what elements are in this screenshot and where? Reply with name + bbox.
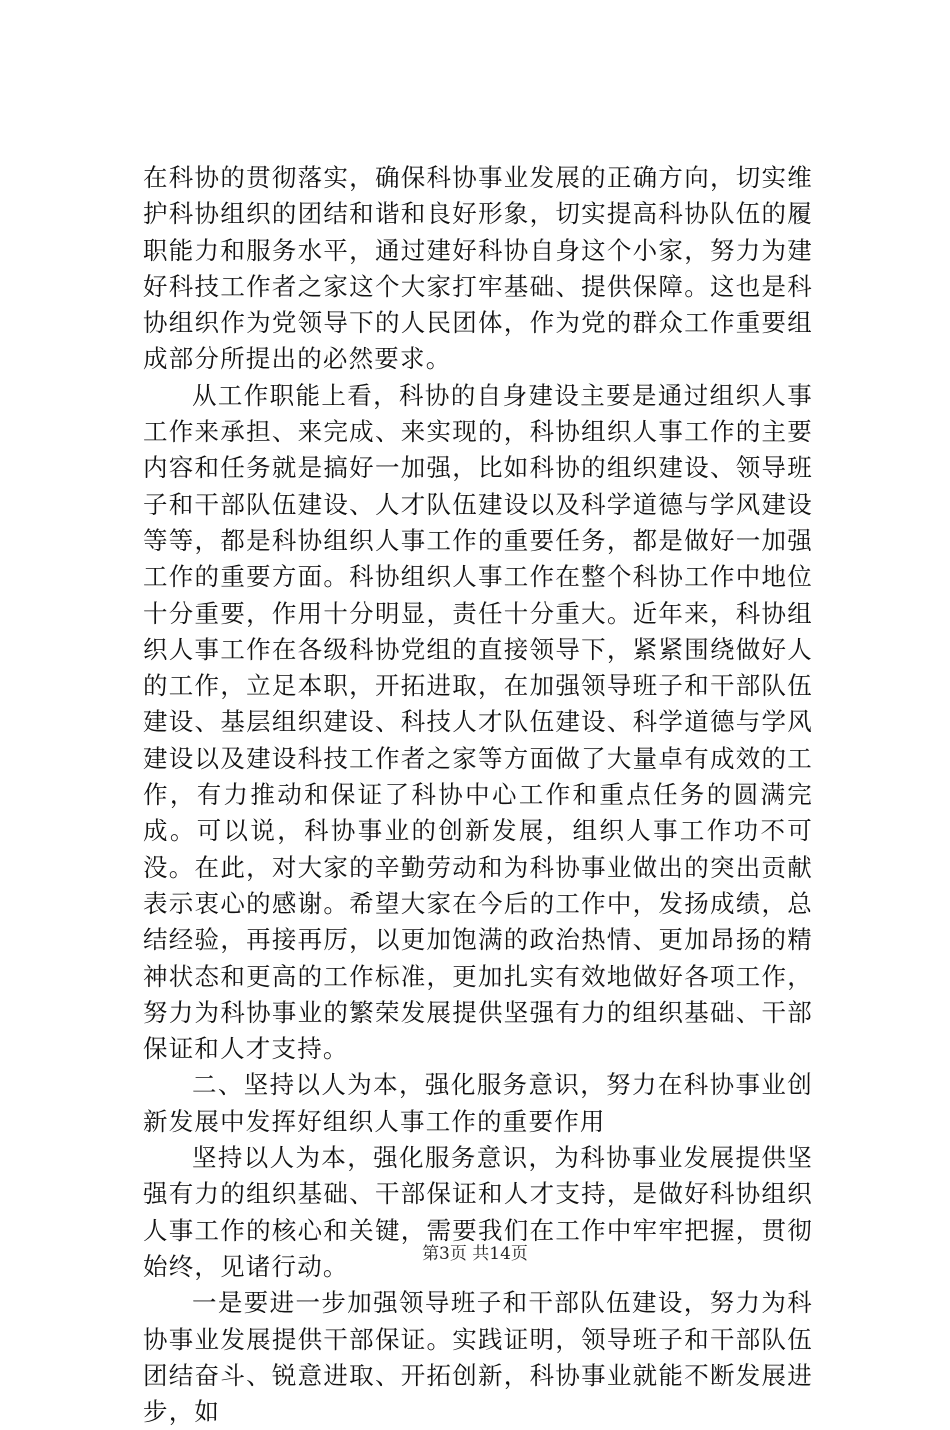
page-number-footer: 第3页 共14页 <box>422 1244 528 1264</box>
paragraph-1: 在科协的贯彻落实，确保科协事业发展的正确方向，切实维护科协组织的团结和谐和良好形象，切实提高科协队伍的履职能力和服务水平，通过建好科协自身这个小家，努力为建好科技工作者之家这个大家打牢基础、提供保障。这也是科协组织作为党领导下的人民团体，作为党的群众工作重要组成部分所提出的必然要求。 <box>143 163 813 374</box>
paragraph-4: 一是要进一步加强领导班子和干部队伍建设，努力为科协事业发展提供干部保证。实践证明，领导班子和干部队伍团结奋斗、锐意进取、开拓创新，科协事业就能不断发展进步，如 <box>143 1288 813 1427</box>
paragraph-3: 坚持以人为本，强化服务意识，为科协事业发展提供坚强有力的组织基础、干部保证和人才支持，是做好科协组织人事工作的核心和关键，需要我们在工作中牢牢把握，贯彻始终，见诸行动。 <box>143 1143 813 1281</box>
paragraph-2: 从工作职能上看，科协的自身建设主要是通过组织人事工作来承担、来完成、来实现的，科协组织人事工作的主要内容和任务就是搞好一加强，比如科协的组织建设、领导班子和干部队伍建设、人才队伍建设以及科学道德与学风建设等等，都是科协组织人事工作的重要任务，都是做好一加强工作的重要方面。科协组织人事工作在整个科协工作中地位十分重要，作用十分明显，责任十分重大。近年来，科协组织人事工作在各级科协党组的直接领导下，紧紧围绕做好人的工作，立足本职，开拓进取，在加强领导班子和干部队伍建设、基层组织建设、科技人才队伍建设、科学道德与学风建设以及建设科技工作者之家等方面做了大量卓有成效的工作，有力推动和保证了科协中心工作和重点任务的圆满完成。可以说，科协事业的创新发展，组织人事工作功不可没。在此，对大家的辛勤劳动和为科协事业做出的突出贡献表示衷心的感谢。希望大家在今后的工作中，发扬成绩，总结经验，再接再厉，以更加饱满的政治热情、更加昂扬的精神状态和更高的工作标准，更加扎实有效地做好各项工作，努力为科协事业的繁荣发展提供坚强有力的组织基础、干部保证和人才支持。 <box>143 380 813 1064</box>
section-heading: 二、坚持以人为本，强化服务意识，努力在科协事业创新发展中发挥好组织人事工作的重要作用 <box>143 1070 813 1136</box>
